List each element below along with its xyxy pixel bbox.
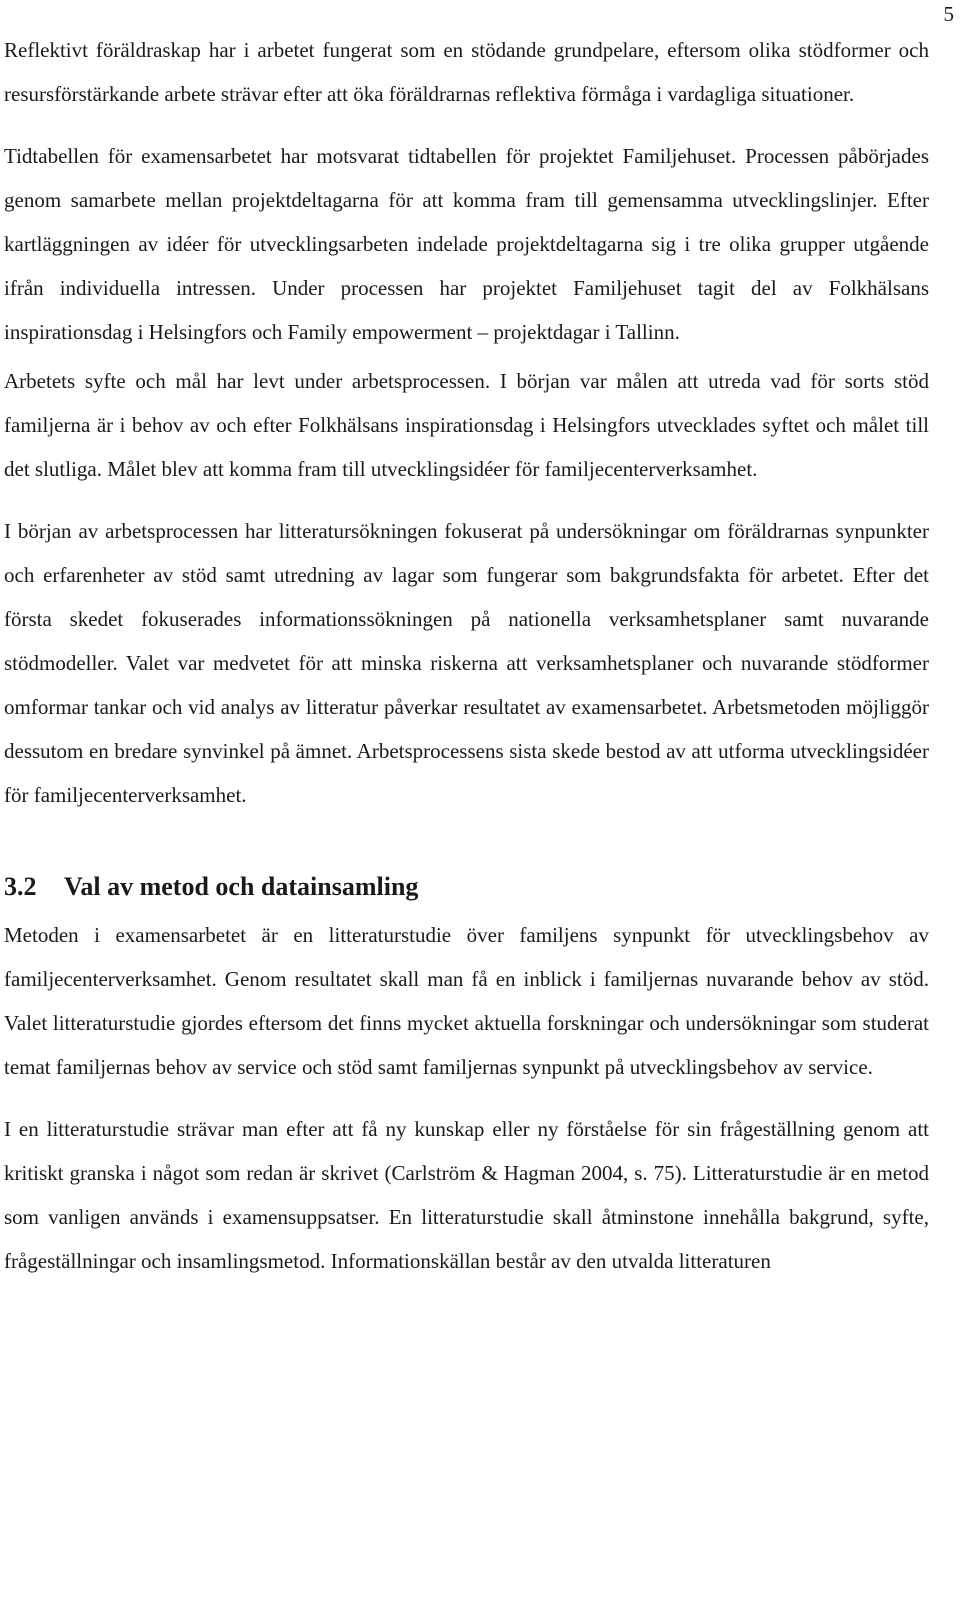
section-number: 3.2 bbox=[4, 872, 37, 901]
paragraph-timetable: Tidtabellen för examensarbetet har motsvarat tidtabellen för projektet Familjehuset. Processen påbörjades genom samarbete mellan projektdeltagarna för att komma fram till gemensamma utvecklingslinjer. Efter kartläggningen av idéer för utvecklingsarbeten indelade projektdeltagarna sig i tre olika grupper utgående ifrån individuella intressen. Under processen har projektet Familjehuset tagit del av Folkhälsans inspirationsdag i Helsingfors och Family empowerment – projektdagar i Tallinn. bbox=[4, 144, 929, 344]
section-title: Val av metod och datainsamling bbox=[64, 872, 419, 901]
paragraph-purpose: Arbetets syfte och mål har levt under arbetsprocessen. I början var målen att utreda vad för sorts stöd familjerna är i behov av och efter Folkhälsans inspirationsdag i Helsingfors utvecklades syftet och målet till det slutliga. Målet blev att komma fram till utvecklingsidéer för familjecenterverksamhet. bbox=[4, 369, 929, 481]
paragraph-literature-study: I en litteraturstudie strävar man efter att få ny kunskap eller ny förståelse för sin frågeställning genom att kritiskt granska i något som redan är skrivet (Carlström & Hagman 2004, s. 75). Litteraturstudie är en metod som vanligen används i examensuppsatser. En litteraturstudie skall åtminstone innehålla bakgrund, syfte, frågeställningar och insamlingsmetod. Informationskällan består av den utvalda litteraturen bbox=[4, 1117, 929, 1273]
paragraph-reflective-parenting: Reflektivt föräldraskap har i arbetet fungerat som en stödande grundpelare, eftersom olika stödformer och resursförstärkande arbete strävar efter att öka föräldrarnas reflektiva förmåga i vardagliga situationer. bbox=[4, 38, 929, 106]
paragraph-literature-search: I början av arbetsprocessen har litteratursökningen fokuserat på undersökningar om föräldrarnas synpunkter och erfarenheter av stöd samt utredning av lagar som fungerar som bakgrundsfakta för arbetet. Efter det första skedet fokuserades informationssökningen på nationella verksamhetsplaner samt nuvarande stödmodeller. Valet var medvetet för att minska riskerna att verksamhetsplaner och nuvarande stödformer omformar tankar och vid analys av litteratur påverkar resultatet av examensarbetet. Arbetsmetoden möjliggör dessutom en bredare synvinkel på ämnet. Arbetsprocessens sista skede bestod av att utforma utvecklingsidéer för familjecenterverksamhet. bbox=[4, 519, 929, 807]
section-heading bbox=[4, 867, 929, 907]
page-number: 5 bbox=[943, 2, 954, 26]
document-body bbox=[4, 28, 929, 1288]
paragraph-method: Metoden i examensarbetet är en litteraturstudie över familjens synpunkt för utvecklingsbehov av familjecenterverksamhet. Genom resultatet skall man få en inblick i familjernas nuvarande behov av stöd. Valet litteraturstudie gjordes eftersom det finns mycket aktuella forskningar och undersökningar som studerat temat familjernas behov av service och stöd samt familjernas synpunkt på utvecklingsbehov av service. bbox=[4, 923, 929, 1079]
